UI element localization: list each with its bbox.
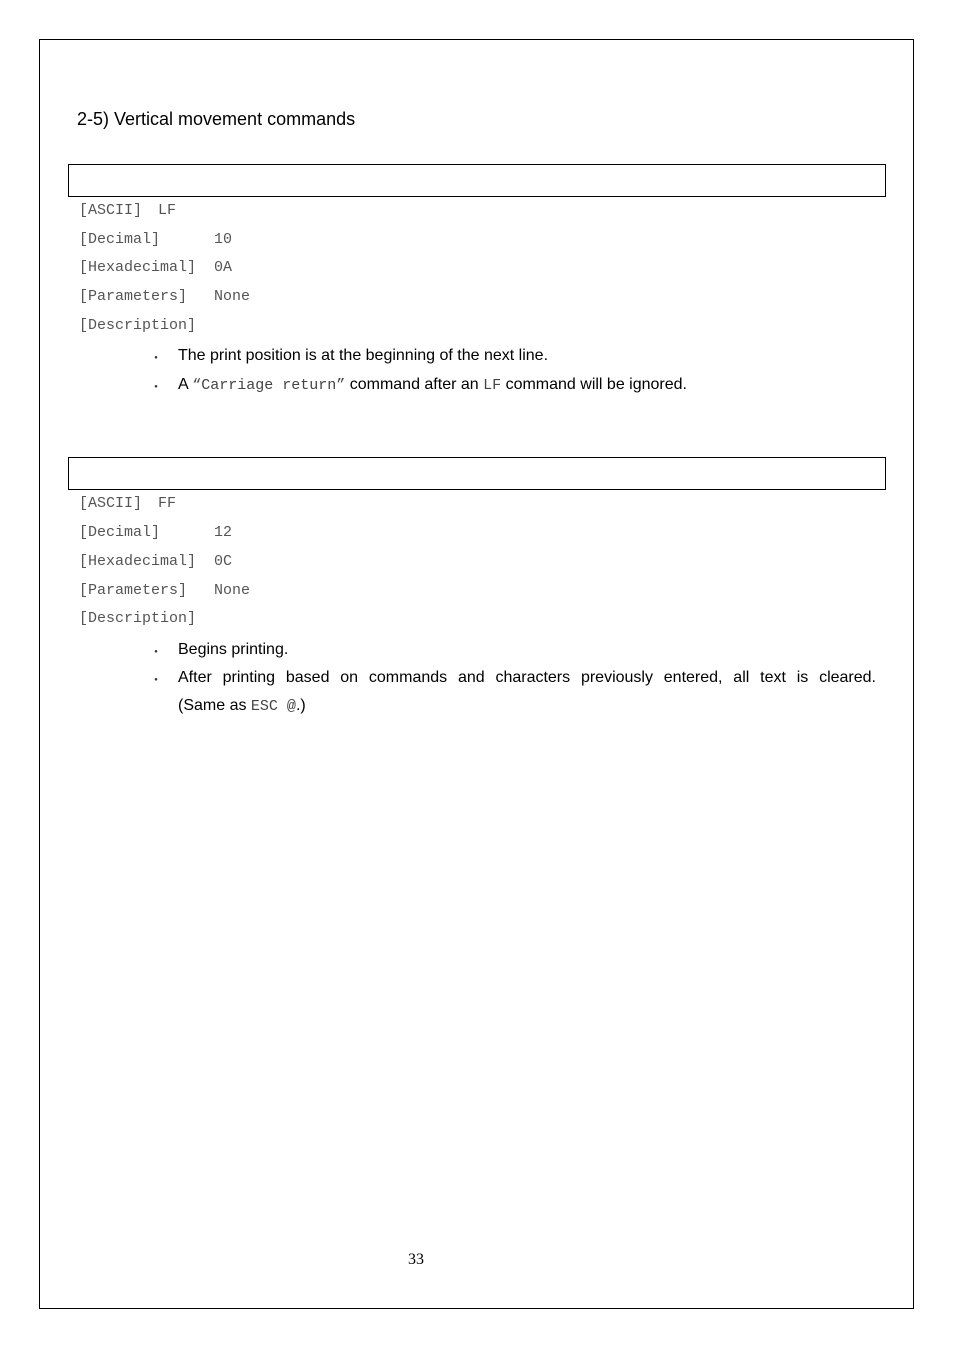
bullet-icon: ・ bbox=[149, 645, 163, 661]
inline-code: ESC @ bbox=[250, 698, 296, 715]
bullet-text: Begins printing. bbox=[178, 641, 289, 658]
description-label: [Description] bbox=[79, 317, 197, 334]
ascii-label: [ASCII] bbox=[79, 202, 143, 219]
bullet-text-part: .) bbox=[295, 697, 306, 714]
decimal-value: 10 bbox=[214, 231, 233, 248]
ascii-value: LF bbox=[158, 202, 177, 219]
section-title: 2-5) Vertical movement commands bbox=[77, 109, 356, 129]
params-label: [Parameters] bbox=[79, 582, 188, 599]
bullet-text: After printing based on commands and characters previously entered, all text is cleared. bbox=[178, 669, 876, 686]
decimal-label: [Decimal] bbox=[79, 231, 161, 248]
bullet-text-part: command after an bbox=[345, 376, 484, 393]
bullet-text bbox=[178, 376, 687, 394]
bullet-text-continuation bbox=[178, 697, 306, 715]
params-value: None bbox=[214, 582, 251, 599]
bullet-text-part: command will be ignored. bbox=[501, 376, 687, 393]
bullet-icon: ・ bbox=[149, 351, 163, 367]
description-label: [Description] bbox=[79, 610, 197, 627]
params-value: None bbox=[214, 288, 251, 305]
hex-value: 0C bbox=[214, 553, 233, 570]
hex-label: [Hexadecimal] bbox=[79, 259, 197, 276]
bullet-icon: ・ bbox=[149, 673, 163, 689]
inline-code: LF bbox=[483, 377, 502, 394]
bullet-text-part: A bbox=[178, 376, 193, 393]
hex-label: [Hexadecimal] bbox=[79, 553, 197, 570]
bullet-text-part: (Same as bbox=[178, 697, 251, 714]
ascii-value: FF bbox=[158, 495, 177, 512]
ascii-label: [ASCII] bbox=[79, 495, 143, 512]
command-header-box-lf bbox=[68, 164, 886, 197]
bullet-text: The print position is at the beginning of the next line. bbox=[178, 347, 549, 364]
decimal-value: 12 bbox=[214, 524, 233, 541]
command-header-box-ff bbox=[68, 457, 886, 490]
hex-value: 0A bbox=[214, 259, 233, 276]
page-number: 33 bbox=[408, 1251, 424, 1268]
inline-code: “Carriage return” bbox=[192, 377, 346, 394]
params-label: [Parameters] bbox=[79, 288, 188, 305]
decimal-label: [Decimal] bbox=[79, 524, 161, 541]
bullet-icon: ・ bbox=[149, 380, 163, 396]
